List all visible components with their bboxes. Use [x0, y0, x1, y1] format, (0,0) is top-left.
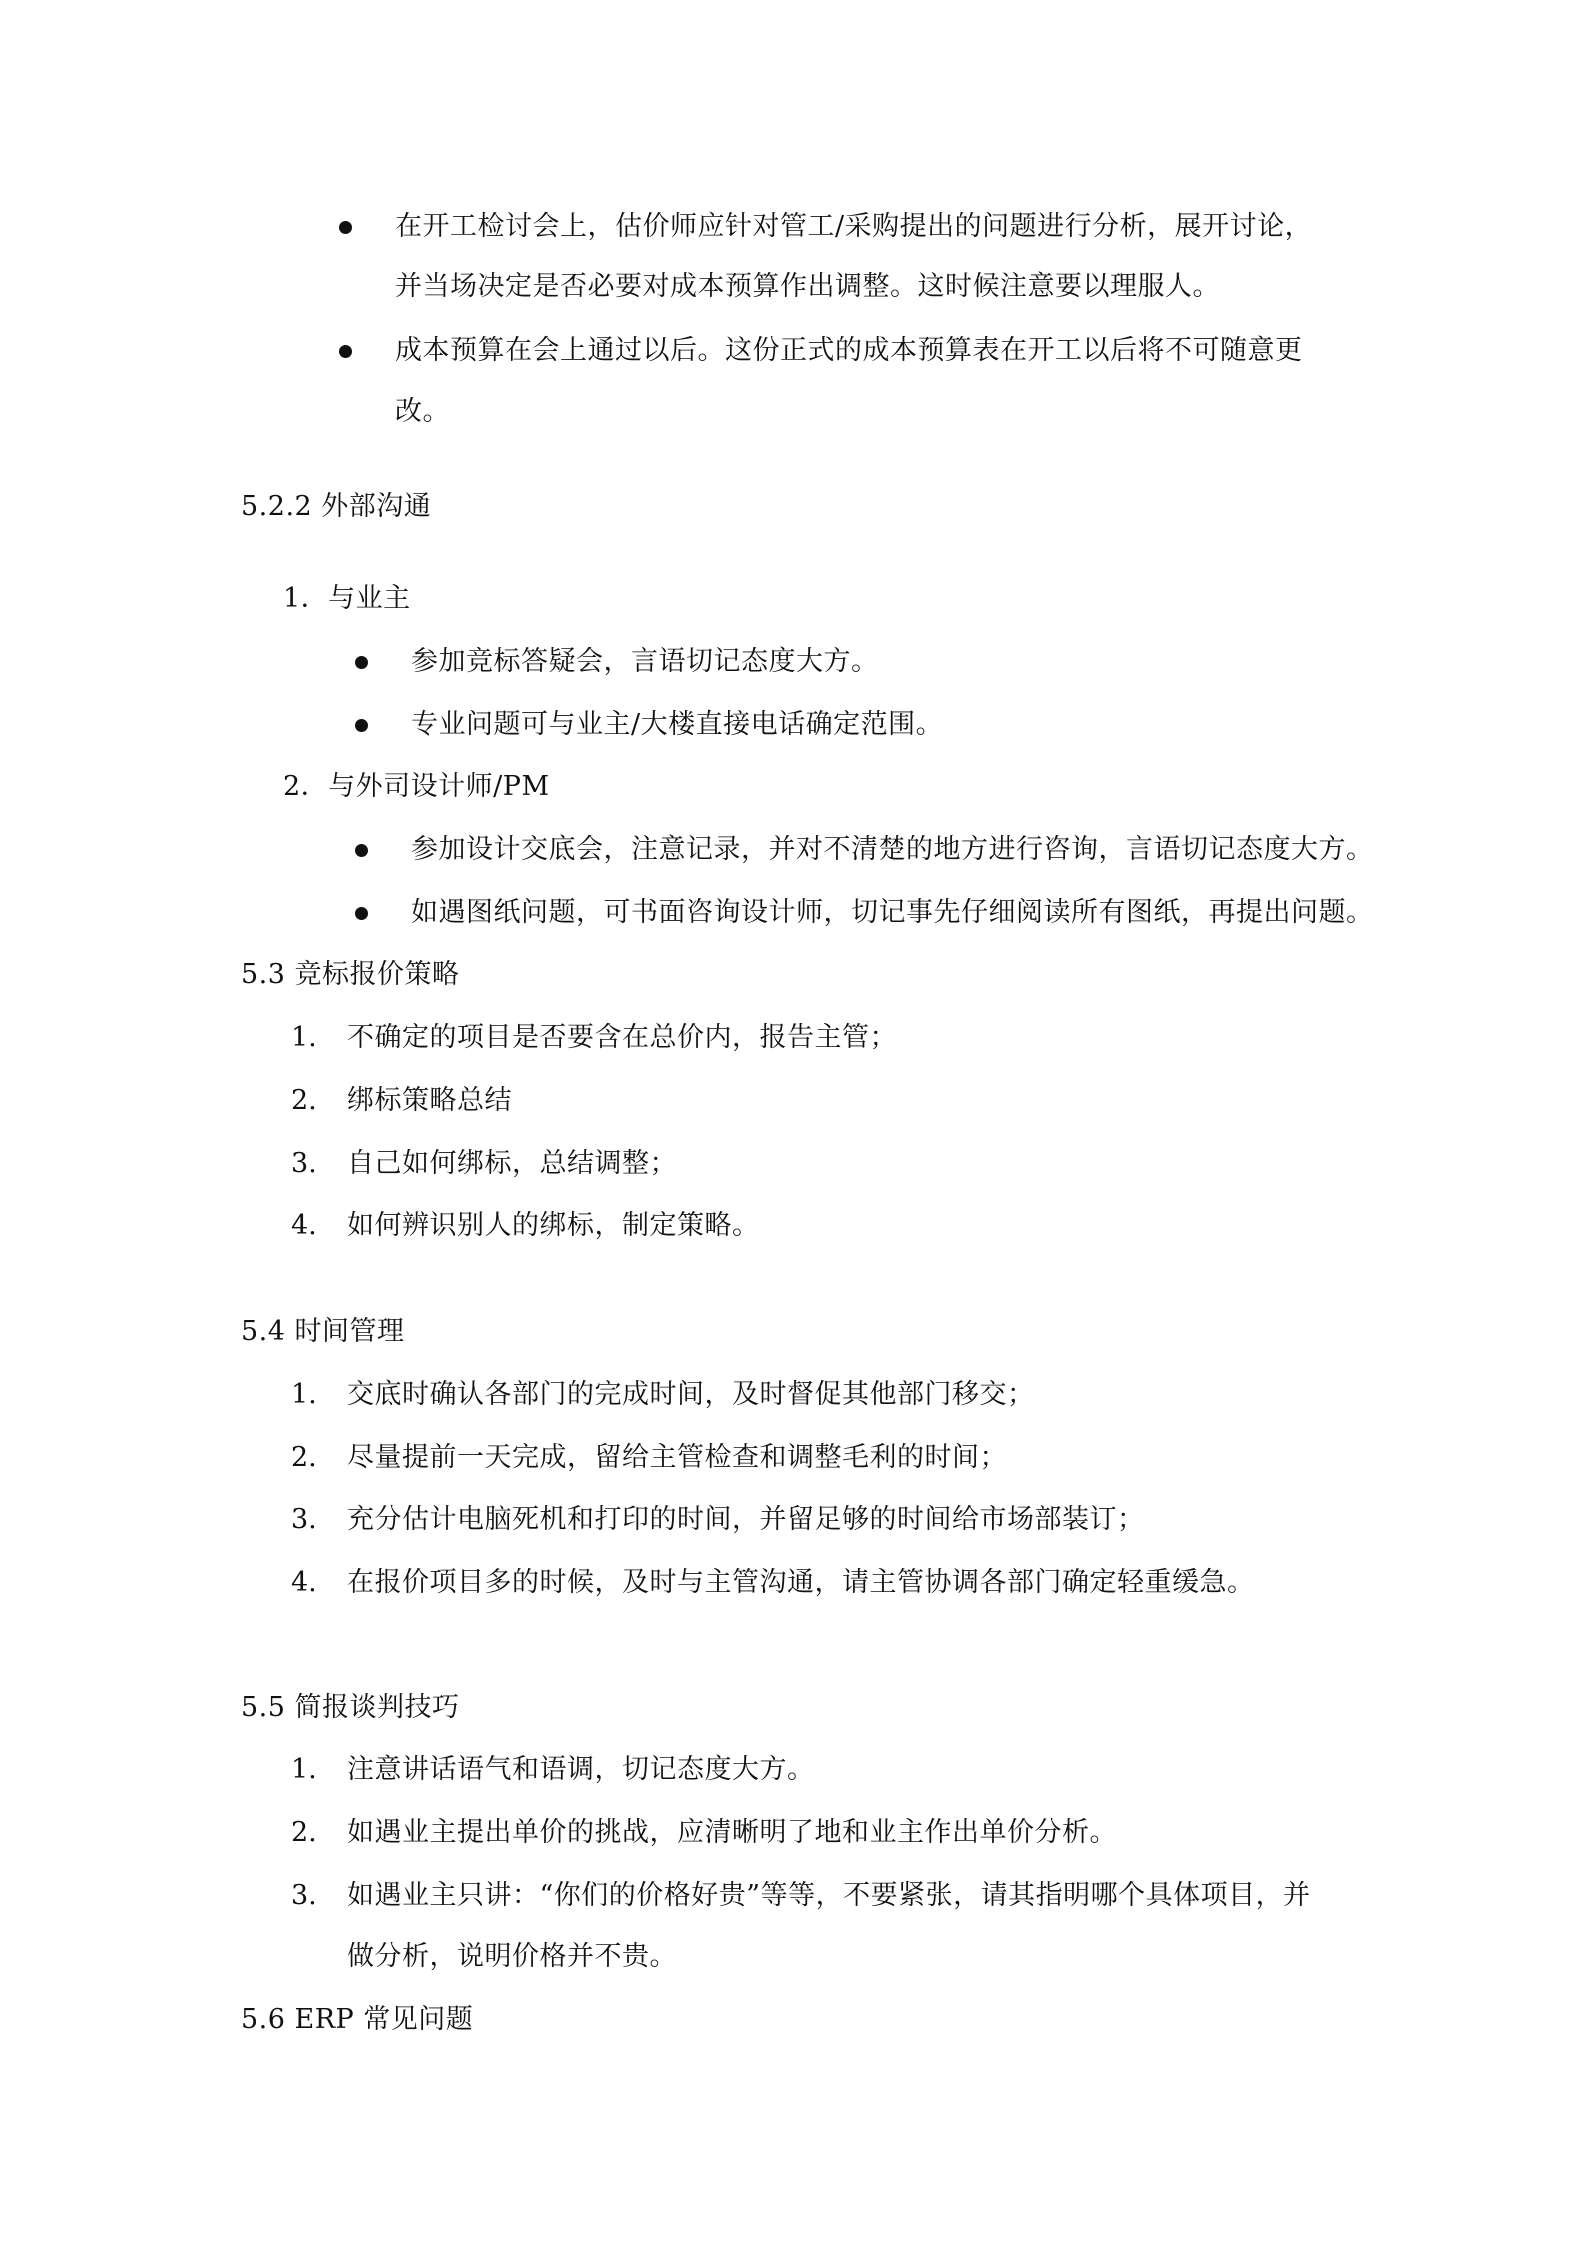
- list-item: 如遇业主提出单价的挑战，应清晰明了地和业主作出单价分析。: [347, 1817, 1117, 1848]
- bullet-text-cont: 改。: [395, 396, 450, 427]
- bullet-text-cont: 并当场决定是否必要对成本预算作出调整。这时候注意要以理服人。: [395, 271, 1220, 302]
- list-item: 如遇业主只讲：“你们的价格好贵”等等，不要紧张，请其指明哪个具体项目，并: [347, 1880, 1311, 1911]
- list-number: 4.: [291, 1210, 317, 1241]
- section-heading: 5.4 时间管理: [241, 1316, 405, 1347]
- list-item: 如何辨识别人的绑标，制定策略。: [347, 1210, 760, 1241]
- bullet-dot: [355, 656, 368, 669]
- list-number: 2.: [291, 1085, 317, 1116]
- list-item: 充分估计电脑死机和打印的时间，并留足够的时间给市场部装订；: [347, 1504, 1145, 1535]
- bullet-text: 如遇图纸问题，可书面咨询设计师，切记事先仔细阅读所有图纸，再提出问题。: [411, 897, 1374, 928]
- section-heading: 5.6 ERP 常见问题: [241, 2004, 474, 2035]
- subsection-label: 2．与外司设计师/PM: [283, 771, 550, 802]
- list-item: 尽量提前一天完成，留给主管检查和调整毛利的时间；: [347, 1442, 1007, 1473]
- bullet-dot: [339, 221, 352, 234]
- list-number: 3.: [291, 1504, 317, 1535]
- bullet-text: 参加竞标答疑会，言语切记态度大方。: [411, 646, 879, 677]
- list-number: 4.: [291, 1567, 317, 1598]
- list-item: 注意讲话语气和语调，切记态度大方。: [347, 1754, 815, 1785]
- list-item: 在报价项目多的时候，及时与主管沟通，请主管协调各部门确定轻重缓急。: [347, 1567, 1255, 1598]
- list-item: 自己如何绑标，总结调整；: [347, 1148, 677, 1179]
- section-heading: 5.2.2 外部沟通: [241, 491, 432, 522]
- list-number: 2.: [291, 1442, 317, 1473]
- list-item: 不确定的项目是否要含在总价内，报告主管；: [347, 1022, 897, 1053]
- list-number: 1.: [291, 1379, 317, 1410]
- list-number: 3.: [291, 1148, 317, 1179]
- section-heading: 5.3 竞标报价策略: [241, 959, 460, 990]
- bullet-text: 参加设计交底会，注意记录，并对不清楚的地方进行咨询，言语切记态度大方。: [411, 834, 1374, 865]
- subsection-label: 1．与业主: [283, 583, 411, 614]
- list-number: 1.: [291, 1754, 317, 1785]
- list-item: 绑标策略总结: [347, 1085, 512, 1116]
- bullet-text: 专业问题可与业主/大楼直接电话确定范围。: [411, 709, 944, 740]
- bullet-text: 成本预算在会上通过以后。这份正式的成本预算表在开工以后将不可随意更: [395, 335, 1303, 366]
- bullet-text: 在开工检讨会上，估价师应针对管工/采购提出的问题进行分析，展开讨论，: [395, 211, 1313, 242]
- list-number: 3.: [291, 1880, 317, 1911]
- bullet-dot: [339, 345, 352, 358]
- list-number: 1.: [291, 1022, 317, 1053]
- bullet-dot: [355, 719, 368, 732]
- bullet-dot: [355, 844, 368, 857]
- section-heading: 5.5 简报谈判技巧: [241, 1692, 460, 1723]
- list-item-cont: 做分析，说明价格并不贵。: [347, 1941, 677, 1972]
- list-number: 2.: [291, 1817, 317, 1848]
- bullet-dot: [355, 907, 368, 920]
- list-item: 交底时确认各部门的完成时间，及时督促其他部门移交；: [347, 1379, 1035, 1410]
